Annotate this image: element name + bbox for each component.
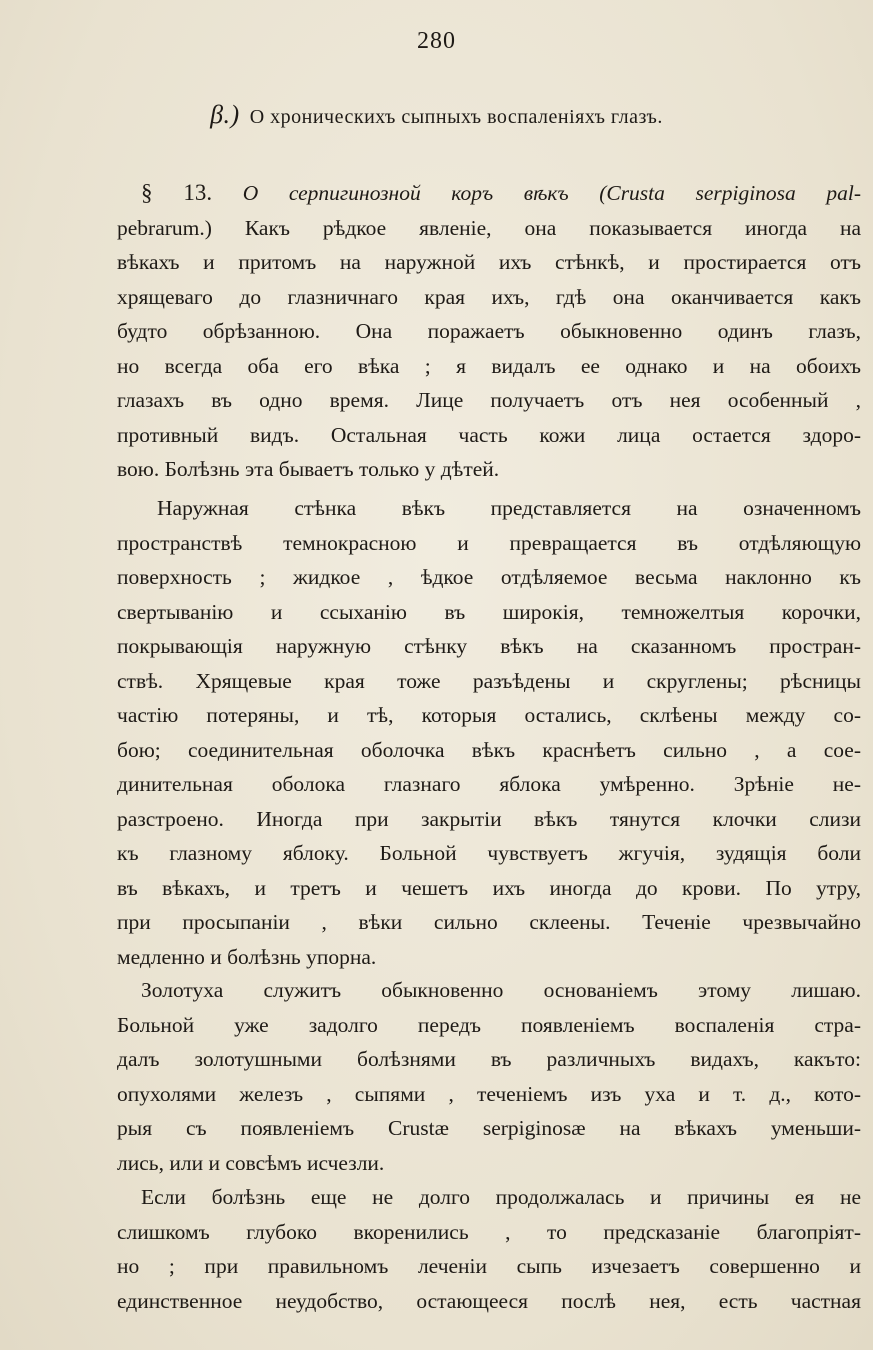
paragraph-4 [117,1180,861,1318]
text-line: поверхность ; жидкое , ѣдкое отдѣляемое весьма наклонно къ [117,565,861,589]
text-line: покрывающія наружную стѣнку вѣкъ на сказанномъ простран- [117,634,861,658]
paragraph-1 [117,176,861,487]
text-line: бою; соединительная оболочка вѣкъ краснѣетъ сильно , а сое- [117,737,861,762]
text-line: опухолями железъ , сыпями , теченіемъ изъ уха и т. д., кото- [117,1081,861,1106]
text-line: Наружная стѣнка вѣкъ представляется на означенномъ [157,496,861,520]
text-line: вою. Болѣзнь эта бываетъ только у дѣтей. [117,457,500,481]
section-title: О серпигинозной коръ вѣкъ [242,181,569,205]
text-line: частію потеряны, и тѣ, которыя остались, склѣены между со- [117,703,861,727]
heading-marker: β.) [210,100,240,129]
text-line: вѣкахъ и притомъ на наружной ихъ стѣнкѣ, и простирается отъ [117,250,861,274]
text-line: къ глазному яблоку. Больной чувствуетъ жгучія, зудящія боли [117,841,861,865]
text-line: лись, или и совсѣмъ исчезли. [117,1150,385,1175]
text-line: но ; при правильномъ леченіи сыпь изчезаетъ совершенно и [117,1254,861,1278]
latin-term: (Crusta serpiginosa pal- [599,181,861,205]
page-number: 280 [417,28,456,54]
text-line: далъ золотушными болѣзнями въ различныхъ видахъ, какъто: [117,1047,861,1071]
text-line: въ вѣкахъ, и третъ и чешетъ ихъ иногда до крови. По утру, [117,875,861,900]
paragraph-2 [117,491,861,974]
text-line: глазахъ въ одно время. Лице получаетъ отъ нея особенный , [117,388,861,412]
section-number: § 13. [141,180,213,205]
paragraph-3 [117,973,861,1180]
text-line: при просыпаніи , вѣки сильно склеены. Теченіе чрезвычайно [117,910,861,934]
text-line: единственное неудобство, остающееся послѣ нея, есть частная [117,1288,861,1313]
text-line: ствѣ. Хрящевые края тоже разъѣдены и скруглены; рѣсницы [117,668,861,693]
text-line: будто обрѣзанною. Она поражаетъ обыкновенно одинъ глазъ, [117,319,861,343]
text-line: динительная оболока глазнаго яблока умѣренно. Зрѣніе не- [117,772,861,796]
text-line: медленно и болѣзнь упорна. [117,944,377,969]
text-line: Если болѣзнь еще не долго продолжалась и причины ея не [141,1185,861,1209]
text-line: Золотуха служитъ обыкновенно основаніемъ этому лишаю. [141,978,861,1002]
text-line: слишкомъ глубоко вкоренились , то предсказаніе благопріят- [117,1219,861,1244]
text-line: свертыванію и ссыханію въ широкія, темножелтыя корочки, [117,599,861,624]
text-line: pebrarum.) Какъ рѣдкое явленіе, она показывается иногда на [117,215,861,240]
text-line: хрящеваго до глазничнаго края ихъ, гдѣ она оканчивается какъ [117,284,861,309]
paragraph-1-line-1 [117,176,861,211]
text-line: пространствѣ темнокрасною и превращается въ отдѣляющую [117,530,861,555]
heading-text: О хроническихъ сыпныхъ воспаленіяхъ глазъ. [249,106,663,128]
section-heading [0,100,873,130]
text-line: разстроено. Иногда при закрытіи вѣкъ тянутся клочки слизи [117,806,861,831]
text-line: рыя съ появленіемъ Crustæ serpiginosæ на вѣкахъ уменьши- [117,1116,861,1140]
text-line: но всегда оба его вѣка ; я видалъ ее однако и на обоихъ [117,353,861,378]
text-line: противный видъ. Остальная часть кожи лица остается здоро- [117,422,861,447]
text-line: Больной уже задолго передъ появленіемъ воспаленія стра- [117,1012,861,1037]
